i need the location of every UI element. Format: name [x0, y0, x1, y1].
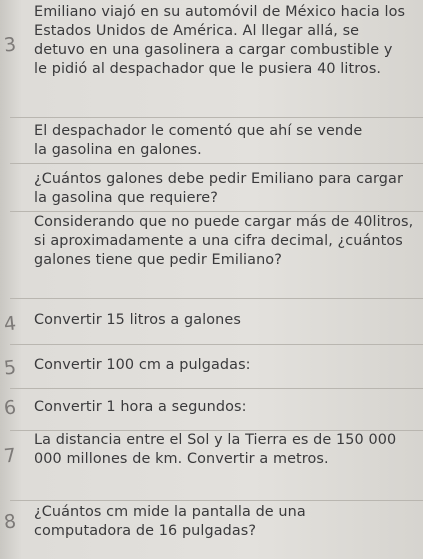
question-gallons: ¿Cuántos galones debe pedir Emiliano para cargar la gasolina que requiere?: [34, 171, 403, 206]
margin-number: 6: [2, 396, 18, 420]
exercise-screen-size: ¿Cuántos cm mide la pantalla de una computadora de 16 pulgadas?: [34, 504, 306, 539]
margin-number: 8: [2, 510, 18, 534]
row-divider: [10, 344, 423, 345]
exercise-distance-to-meters: La distancia entre el Sol y la Tierra es de 150 000 000 millones de km. Convertir a metros.: [34, 432, 397, 467]
margin-number: 4: [2, 312, 18, 336]
exercise-hour-to-seconds: Convertir 1 hora a segundos:: [34, 399, 247, 415]
row-divider: [10, 500, 423, 501]
problem-intro: Emiliano viajó en su automóvil de México hacia los Estados Unidos de América. Al llegar allá, se detuvo en una gasolinera a cargar combustible y le pidió al despachador que le pusiera 40 litros.: [34, 4, 406, 77]
margin-number: 5: [2, 356, 18, 380]
row-divider: [10, 117, 423, 118]
margin-number: 3: [2, 33, 18, 57]
exercise-cm-to-inches: Convertir 100 cm a pulgadas:: [34, 357, 251, 373]
row-divider: [10, 298, 423, 299]
row-divider: [10, 388, 423, 389]
problem-context: El despachador le comentó que ahí se vende la gasolina en galones.: [34, 123, 363, 158]
question-approximation: Considerando que no puede cargar más de 40litros, si aproximadamente a una cifra decimal, ¿cuántos galones tiene que pedir Emiliano?: [34, 214, 414, 268]
exercise-liters-to-gallons: Convertir 15 litros a galones: [34, 312, 241, 328]
row-divider: [10, 163, 423, 164]
margin-number: 7: [2, 444, 18, 468]
row-divider: [10, 211, 423, 212]
